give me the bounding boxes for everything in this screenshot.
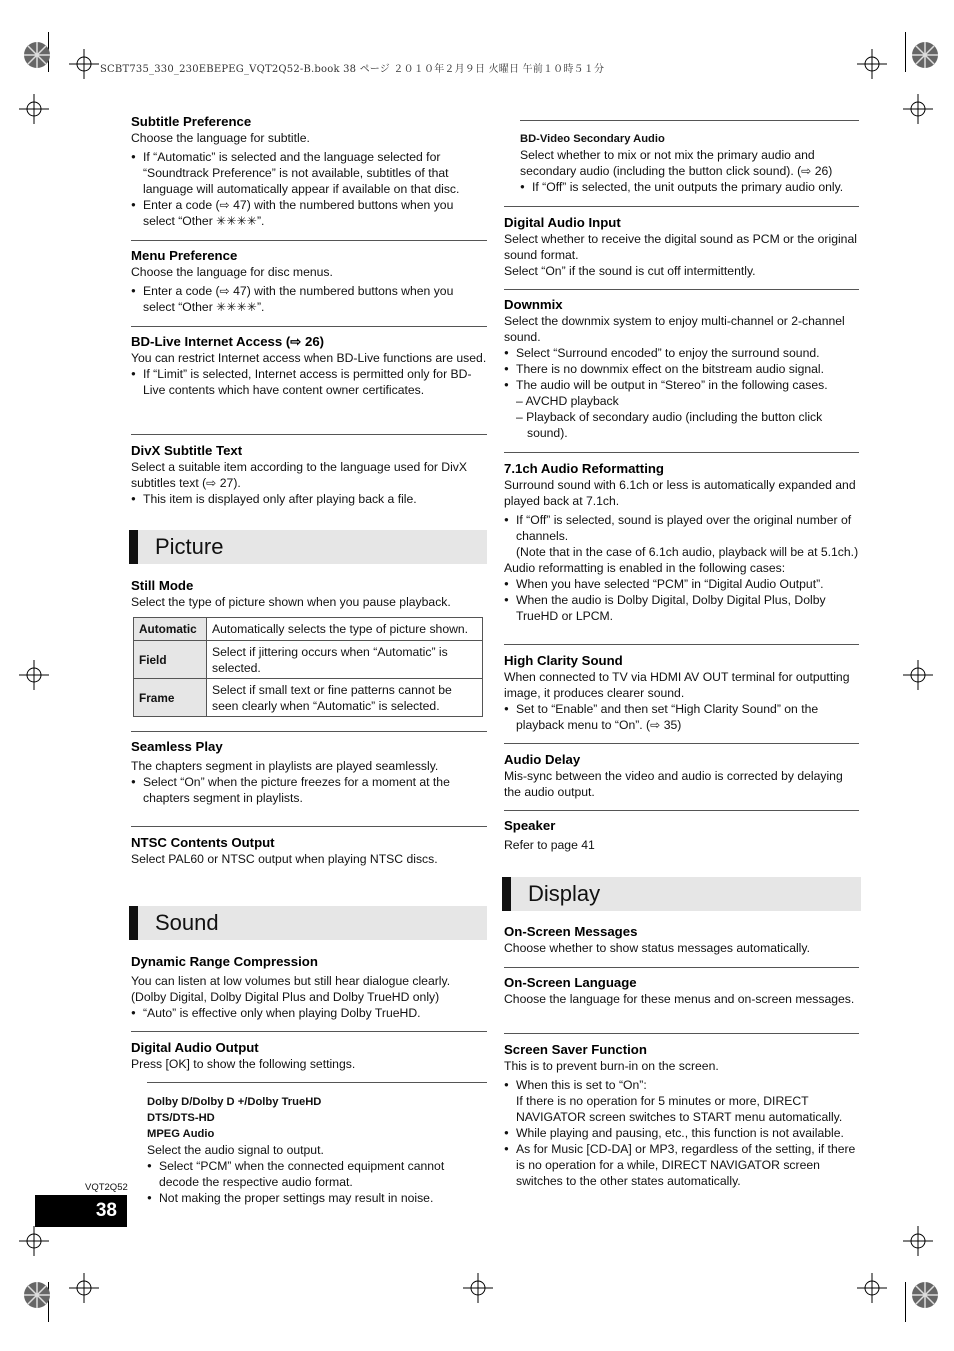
section-title: NTSC Contents Output — [131, 835, 275, 850]
section-title: Digital Audio Output — [131, 1040, 259, 1055]
section-desc: Mis-sync between the video and audio is corrected by delaying the audio output. — [504, 769, 843, 799]
print-header: SCBT735_330_230EBEPEG_VQT2Q52-B.book 38 ページ ２０１０年２月９日 火曜日 午前１０時５１分 — [100, 64, 605, 75]
bullet-item: ● If “Off” is selected, sound is played over the original number of channels. — [504, 512, 859, 544]
crop-mark — [905, 1282, 906, 1322]
section-divider — [131, 1031, 487, 1032]
drc-section — [131, 953, 487, 1021]
color-wheel-icon — [22, 40, 52, 70]
color-wheel-icon — [910, 1280, 940, 1310]
section-desc: Surround sound with 6.1ch or less is automatically expanded and played back at 7.1ch. — [504, 478, 856, 508]
bullet-item: ● Set to “Enable” and then set “High Clarity Sound” on the playback menu to “On”. (⇨ 35) — [504, 701, 859, 733]
bullet-item: ● There is no downmix effect on the bitstream audio signal. — [504, 361, 859, 377]
bullet-item: ● Select “On” when the picture freezes for a moment at the chapters segment in playlists. — [131, 774, 487, 806]
section-title: On-Screen Messages — [504, 924, 638, 939]
bullet-item: ● Select “PCM” when the connected equipment cannot decode the respective audio format. — [147, 1158, 487, 1190]
dao-settings-block — [147, 1094, 487, 1206]
section-desc: Refer to page 41 — [504, 838, 595, 852]
table-key: Field — [134, 641, 207, 679]
bullet-item: ● Select “Surround encoded” to enjoy the surround sound. — [504, 345, 859, 361]
model-code: VQT2Q52 — [85, 1182, 128, 1193]
dash-item: – Playback of secondary audio (including the button click sound). — [516, 410, 823, 440]
on-screen-language-section — [504, 974, 859, 1007]
table-value: Select if jittering occurs when “Automatic” is selected. — [207, 641, 483, 679]
right-column-display — [504, 0, 859, 1351]
section-title: 7.1ch Audio Reformatting — [504, 461, 664, 476]
crosshair-icon — [903, 1226, 933, 1256]
section-title: Downmix — [504, 297, 563, 312]
bullet-item: ● When you have selected “PCM” in “Digital Audio Output”. — [504, 576, 859, 592]
section-desc: You can listen at low volumes but still hear dialogue clearly. (Dolby Digital, Dolby Digital Plus and Dolby TrueHD only) — [131, 974, 451, 1004]
crosshair-icon — [69, 1273, 99, 1303]
crosshair-icon — [19, 660, 49, 690]
crosshair-icon — [903, 94, 933, 124]
section-desc: Select a suitable item according to the language used for DivX subtitles text (⇨ 27). — [131, 460, 468, 490]
section-title: DivX Subtitle Text — [131, 443, 243, 458]
section-desc: Choose whether to show status messages automatically. — [504, 941, 810, 955]
section-desc: Press [OK] to show the following settings. — [131, 1057, 356, 1071]
left-column-sound — [131, 0, 487, 1351]
crosshair-icon — [857, 49, 887, 79]
dash-item: – AVCHD playback — [516, 394, 619, 408]
digital-audio-output-section — [131, 1039, 487, 1072]
color-wheel-icon — [910, 40, 940, 70]
bullet-item: ● If “Off” is selected, the unit outputs the primary audio only. — [520, 179, 859, 195]
crosshair-icon — [19, 94, 49, 124]
section-desc: This is to prevent burn-in on the screen. — [504, 1059, 719, 1073]
section-desc: You can restrict Internet access when BD-Live functions are used. — [131, 351, 487, 365]
section-desc: Select PAL60 or NTSC output when playing NTSC discs. — [131, 852, 438, 866]
crosshair-icon — [19, 1226, 49, 1256]
section-desc: Select “On” if the sound is cut off intermittently. — [504, 264, 756, 278]
section-title: Dynamic Range Compression — [131, 954, 318, 969]
crosshair-icon — [903, 660, 933, 690]
sub-title: Dolby D/Dolby D +/Dolby TrueHD — [147, 1096, 322, 1108]
sub-title: DTS/DTS-HD — [147, 1112, 215, 1124]
bullet-item: ● This item is displayed only after playing back a file. — [131, 491, 487, 507]
section-title: Menu Preference — [131, 248, 238, 263]
bullet-item: ● Not making the proper settings may result in noise. — [147, 1190, 487, 1206]
section-title: Still Mode — [131, 578, 194, 593]
bullet-item: ● If “Automatic” is selected and the language selected for “Soundtrack Preference” is not available, subtitles of that language will automatically appear if available on that disc. — [131, 149, 487, 197]
section-title: Subtitle Preference — [131, 114, 252, 129]
section-title: On-Screen Language — [504, 975, 637, 990]
display-heading: Display — [528, 881, 601, 906]
bullet-note: If there is no operation for 5 minutes or more, DIRECT NAVIGATOR screen switches to START menu automatically. — [516, 1094, 843, 1124]
section-desc: Select the downmix system to enjoy multi-channel or 2-channel sound. — [504, 314, 845, 344]
color-wheel-icon — [22, 1280, 52, 1310]
table-value: Automatically selects the type of picture shown. — [207, 618, 483, 641]
section-desc: Choose the language for these menus and on-screen messages. — [504, 992, 855, 1006]
crop-mark — [905, 32, 906, 72]
sub-title: MPEG Audio — [147, 1128, 215, 1140]
section-desc: Select whether to receive the digital sound as PCM or the original sound format. — [504, 232, 857, 262]
section-title: Speaker — [504, 818, 556, 833]
section-title: Seamless Play — [131, 739, 223, 754]
section-divider — [504, 967, 859, 968]
section-divider — [504, 1033, 859, 1034]
section-desc: Choose the language for disc menus. — [131, 265, 333, 279]
bullet-item: ● While playing and pausing, etc., this function is not available. — [504, 1125, 859, 1141]
page-number: 38 — [95, 1200, 117, 1221]
bullet-note: (Note that in the case of 6.1ch audio, playback will be at 5.1ch.) — [516, 545, 859, 559]
section-desc: Select whether to mix or not mix the primary audio and secondary audio (including the button click sound). (⇨ 26) — [520, 148, 833, 178]
sound-heading: Sound — [155, 910, 219, 935]
picture-heading: Picture — [155, 534, 224, 559]
section-desc: The chapters segment in playlists are played seamlessly. — [131, 759, 439, 773]
on-screen-messages-section — [504, 923, 859, 956]
page-number-box — [35, 1195, 127, 1227]
table-key: Automatic — [134, 618, 207, 641]
section-desc: Choose the language for subtitle. — [131, 131, 310, 145]
section-desc: Audio reformatting is enabled in the following cases: — [504, 561, 786, 575]
screen-saver-section — [504, 1041, 859, 1189]
sub-title: BD-Video Secondary Audio — [520, 133, 665, 145]
bullet-item: ● When this is set to “On”: — [504, 1077, 859, 1093]
bullet-item: ● Enter a code (⇨ 47) with the numbered buttons when you select “Other ✳✳✳✳”. — [131, 197, 487, 229]
section-title: Digital Audio Input — [504, 215, 621, 230]
bullet-item: ● If “Limit” is selected, Internet access is permitted only for BD-Live contents which have content owner certificates. — [131, 366, 487, 398]
bullet-item: ● Enter a code (⇨ 47) with the numbered buttons when you select “Other ✳✳✳✳”. — [131, 283, 487, 315]
table-key: Frame — [134, 679, 207, 717]
bullet-item: ● The audio will be output in “Stereo” in the following cases. — [504, 377, 859, 393]
section-title: BD-Live Internet Access (⇨ 26) — [131, 334, 325, 349]
section-desc: Select the audio signal to output. — [147, 1143, 324, 1157]
section-divider — [147, 1082, 487, 1083]
bullet-item: ● “Auto” is effective only when playing Dolby TrueHD. — [131, 1005, 487, 1021]
crosshair-icon — [857, 1273, 887, 1303]
crosshair-icon — [69, 49, 99, 79]
section-desc: When connected to TV via HDMI AV OUT terminal for outputting image, it produces clearer sound. — [504, 670, 850, 700]
section-desc: Select the type of picture shown when you pause playback. — [131, 595, 451, 609]
section-title: Audio Delay — [504, 752, 581, 767]
bullet-item: ● When the audio is Dolby Digital, Dolby Digital Plus, Dolby TrueHD or LPCM. — [504, 592, 859, 624]
section-title: High Clarity Sound — [504, 653, 623, 668]
table-value: Select if small text or fine patterns cannot be seen clearly when “Automatic” is selected. — [207, 679, 483, 717]
bullet-item: ● As for Music [CD-DA] or MP3, regardless of the setting, if there is no operation for a while, DIRECT NAVIGATOR screen switches to the other states automatically. — [504, 1141, 859, 1189]
section-title: Screen Saver Function — [504, 1042, 647, 1057]
